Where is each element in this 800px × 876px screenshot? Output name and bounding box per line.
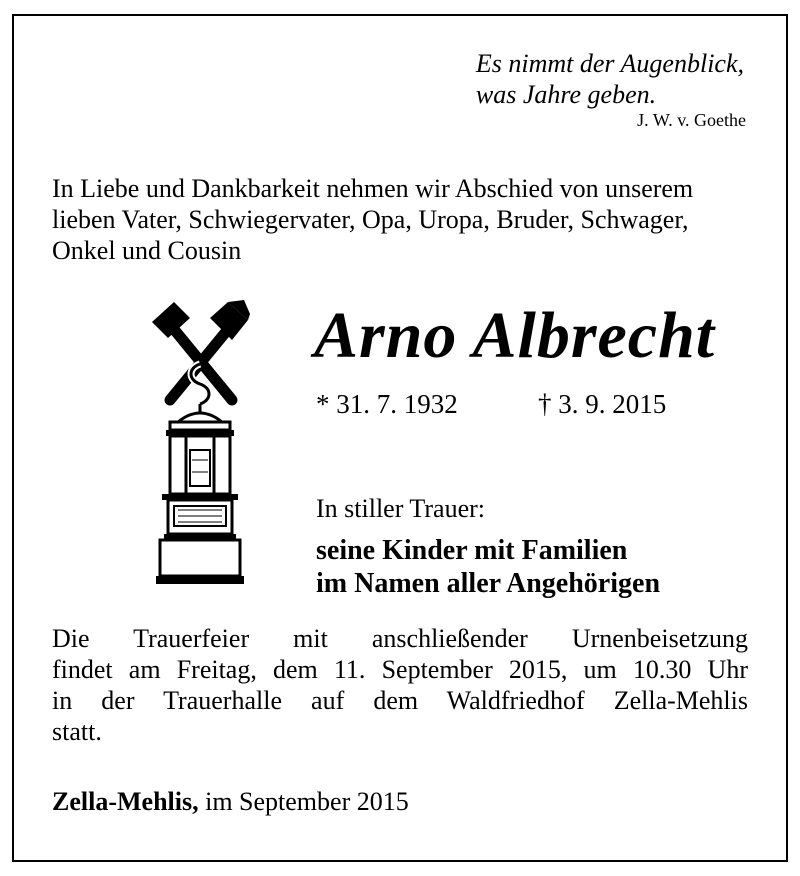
service-line-3: in der Trauerhalle auf dem Waldfriedhof Zella-Mehlis (52, 686, 748, 715)
birth-date: * 31. 7. 1932 (316, 389, 458, 419)
signoff (52, 787, 409, 817)
service-line-2: findet am Freitag, dem 11. September 2015, um 10.30 Uhr (52, 655, 748, 684)
intro-line-1: In Liebe und Dankbarkeit nehmen wir Abschied von unserem (52, 174, 694, 203)
intro-line-3: Onkel und Cousin (52, 236, 242, 265)
intro-text (52, 173, 752, 266)
signoff-date: im September 2015 (205, 787, 409, 816)
funeral-service-info (52, 623, 748, 747)
hammer-and-pick-miners-lamp-icon (148, 300, 258, 592)
death-date: † 3. 9. 2015 (538, 389, 667, 419)
mourners-line-1: seine Kinder mit Familien (316, 535, 628, 566)
intro-line-2: lieben Vater, Schwiegervater, Opa, Uropa, Bruder, Schwager, (52, 205, 689, 234)
service-line-4: statt. (52, 717, 102, 746)
quote-author: J. W. v. Goethe (637, 110, 746, 130)
deceased-name: Arno Albrecht (314, 299, 716, 372)
quote-line-2: was Jahre geben. (475, 80, 657, 109)
mourners-line-2: im Namen aller Angehörigen (316, 568, 661, 599)
signoff-place: Zella-Mehlis, (52, 787, 199, 816)
service-line-1: Die Trauerfeier mit anschließender Urnenbeisetzung (52, 624, 748, 653)
mourning-intro: In stiller Trauer: (316, 494, 485, 523)
quote-line-1: Es nimmt der Augenblick, (475, 49, 744, 78)
goethe-quote (476, 48, 744, 110)
mourners-list (316, 534, 660, 600)
